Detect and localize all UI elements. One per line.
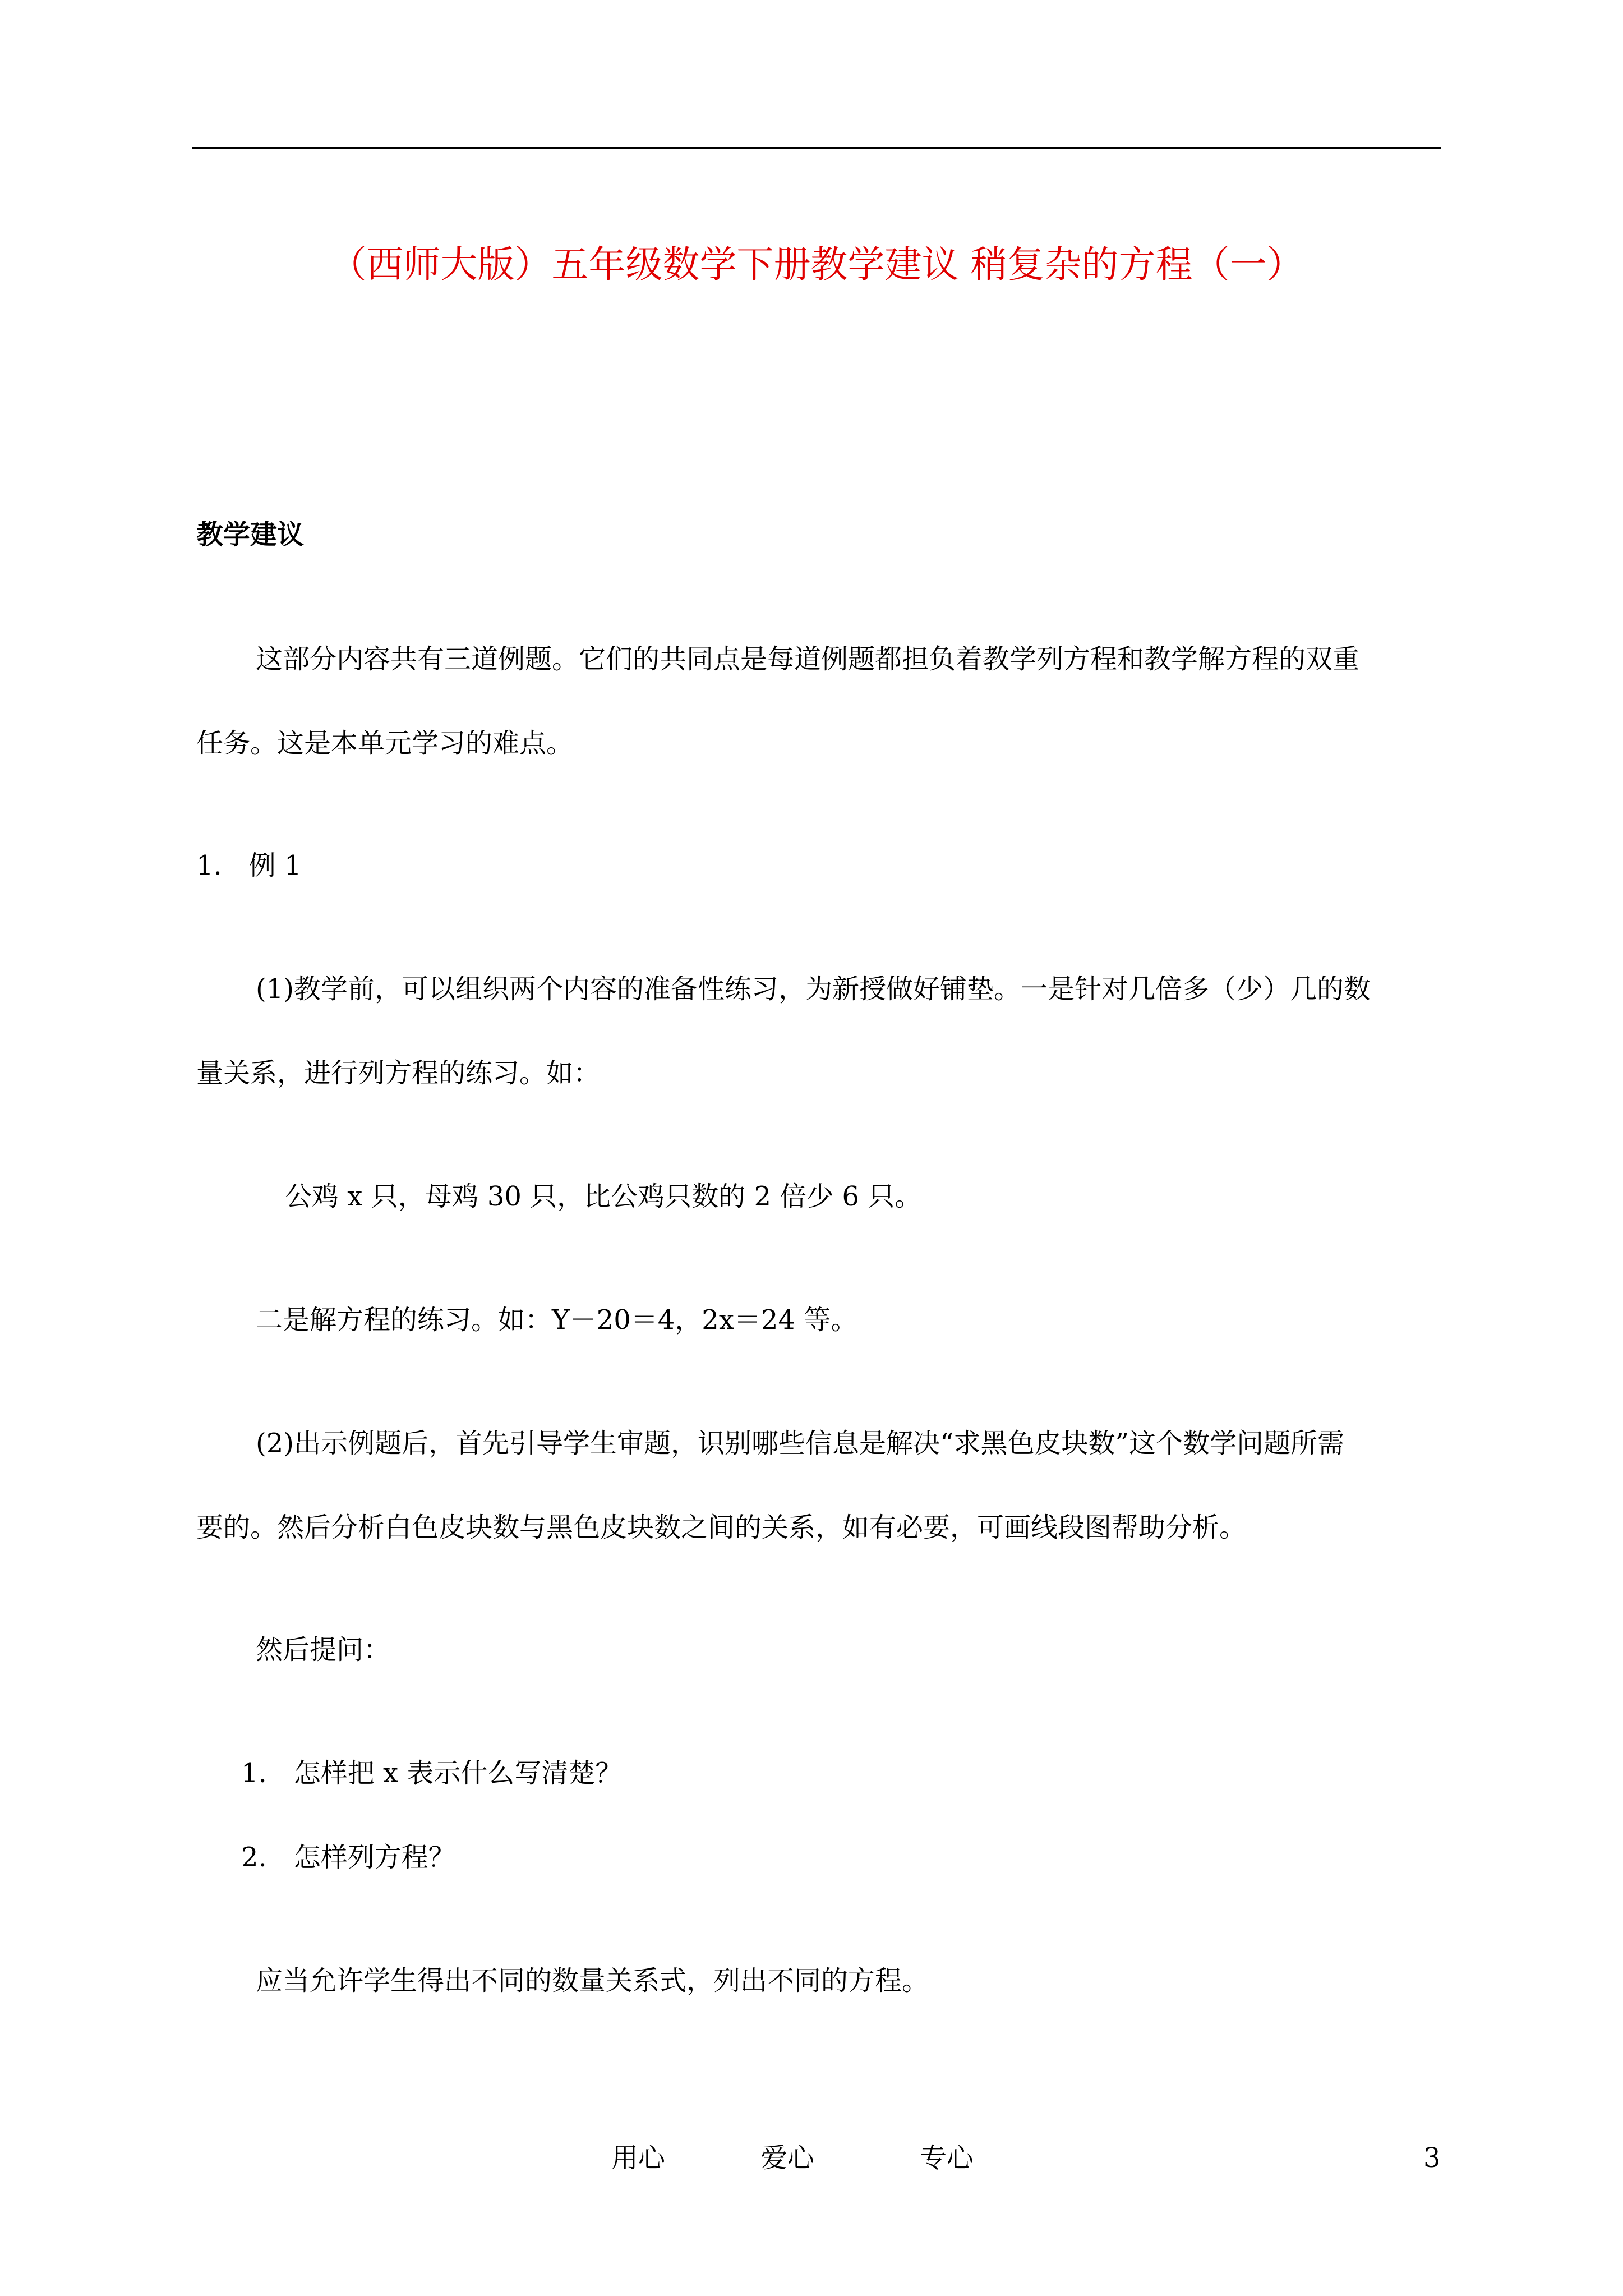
list-item: 1. 怎样把 x 表示什么写清楚？	[241, 1757, 623, 1789]
document-title: （西师大版）五年级数学下册教学建议 稍复杂的方程（一）	[329, 243, 1304, 287]
paragraph-line: (2)出示例题后，首先引导学生审题，识别哪些信息是解决“求黑色皮块数”这个数学问题所需	[256, 1428, 1345, 1459]
example-line: 公鸡 x 只，母鸡 30 只，比公鸡只数的 2 倍少 6 只。	[285, 1181, 922, 1212]
footer-text: 用心	[611, 2142, 666, 2174]
paragraph-line: 这部分内容共有三道例题。它们的共同点是每道例题都担负着教学列方程和教学解方程的双重	[256, 643, 1360, 675]
paragraph-line: 然后提问：	[256, 1634, 391, 1665]
footer-text: 专心	[920, 2142, 974, 2174]
paragraph-line: 要的。然后分析白色皮块数与黑色皮块数之间的关系，如有必要，可画线段图帮助分析。	[196, 1512, 1247, 1543]
paragraph-line: 任务。这是本单元学习的难点。	[196, 728, 574, 759]
page-number: 3	[1423, 2142, 1441, 2174]
paragraph-line: (1)教学前，可以组织两个内容的准备性练习，为新授做好铺垫。一是针对几倍多（少）几的数	[256, 973, 1371, 1005]
header-rule	[192, 147, 1441, 149]
section-heading: 教学建议	[196, 519, 305, 550]
list-item: 1. 例 1	[196, 850, 302, 881]
footer-text: 爱心	[760, 2142, 815, 2174]
paragraph-line: 二是解方程的练习。如：Y－20＝4，2x＝24 等。	[256, 1304, 858, 1336]
paragraph-line: 应当允许学生得出不同的数量关系式，列出不同的方程。	[256, 1965, 929, 1996]
paragraph-line: 量关系，进行列方程的练习。如：	[196, 1057, 601, 1089]
list-item: 2. 怎样列方程？	[241, 1842, 455, 1873]
